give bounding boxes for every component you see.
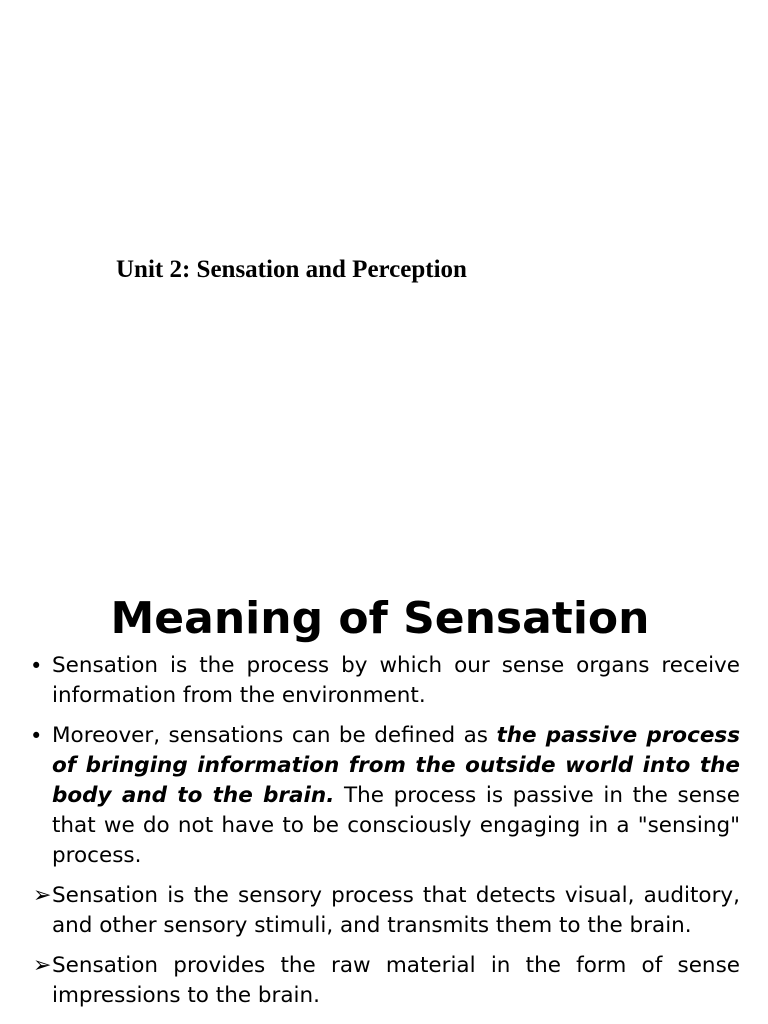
list-item: [0, 881, 740, 941]
bullet-text: Sensation is the process by which our sense organs receive information from the environment.: [52, 653, 740, 708]
bullet-dot-icon: •: [30, 654, 43, 678]
bullet-text: Sensation provides the raw material in the form of sense impressions to the brain.: [52, 953, 740, 1008]
bullet-emphasis: the passive process of bringing information from the outside world into the body and to the brain.: [52, 723, 741, 808]
slide-heading: Meaning of Sensation: [110, 593, 650, 644]
arrow-bullet-icon: ➢: [33, 953, 52, 978]
unit-title: Unit 2: Sensation and Perception: [116, 256, 467, 283]
arrow-bullet-icon: ➢: [33, 883, 52, 908]
list-item: [0, 951, 740, 1011]
bullet-text: Moreover, sensations can be defined as: [52, 723, 497, 748]
list-item: [0, 651, 740, 711]
bullet-list: [0, 651, 768, 1021]
bullet-text: Sensation is the sensory process that detects visual, auditory, and other sensory stimuli, and transmits them to the brain.: [52, 883, 740, 938]
bullet-text-continued: The process is passive in the sense that we do not have to be consciously engaging in a "sensing" process.: [52, 783, 740, 868]
list-item: [0, 721, 740, 871]
bullet-dot-icon: •: [30, 724, 43, 748]
